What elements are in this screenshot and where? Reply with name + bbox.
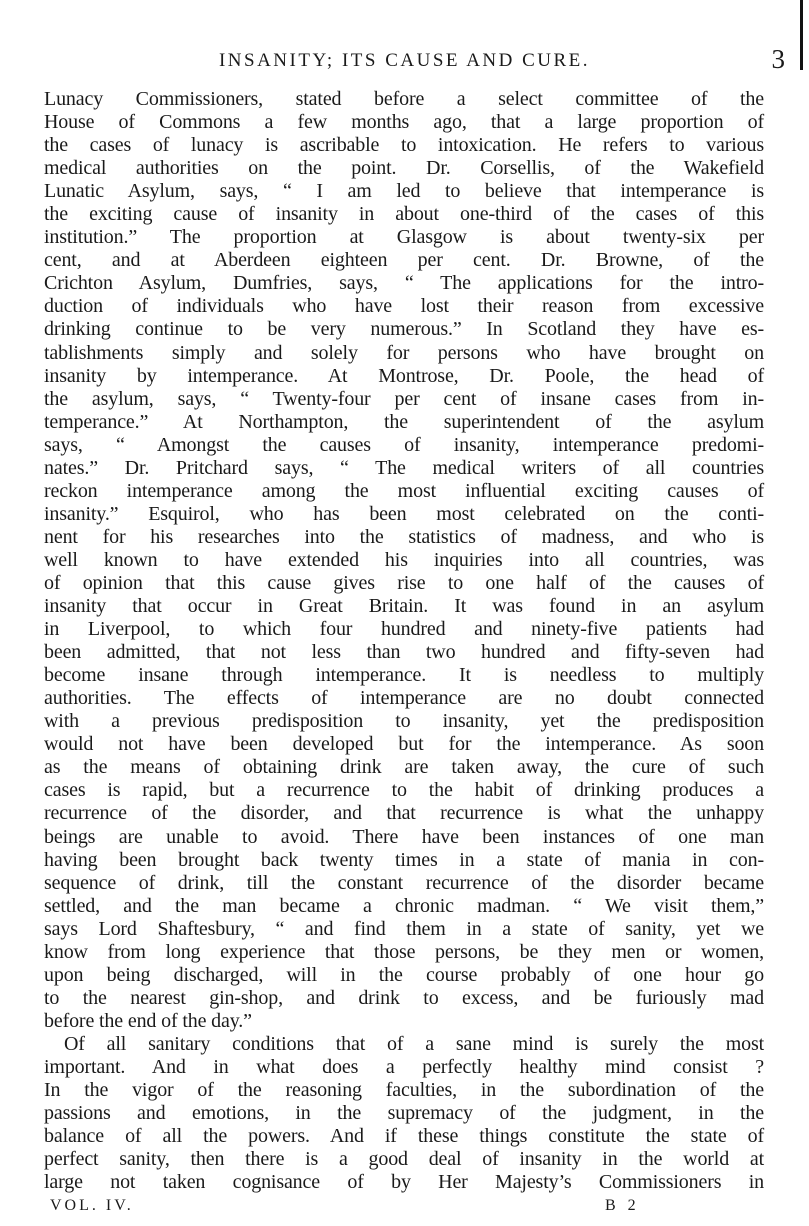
signature-mark: B 2 xyxy=(605,1197,640,1214)
text-line: cases is rapid, but a recurrence to the habit of drinking produces a xyxy=(44,779,764,802)
text-line: of opinion that this cause gives rise to one half of the causes of xyxy=(44,571,764,594)
volume-label: VOL. IV. xyxy=(50,1197,134,1214)
text-line: House of Commons a few months ago, that a large proportion of xyxy=(44,111,764,134)
body-text xyxy=(44,88,764,1194)
text-line: nent for his researches into the statistics of madness, and who is xyxy=(44,525,764,548)
text-line: duction of individuals who have lost their reason from excessive xyxy=(44,295,764,318)
text-line: as the means of obtaining drink are taken away, the cure of such xyxy=(44,756,764,779)
text-line: balance of all the powers. And if these things constitute the state of xyxy=(44,1125,764,1148)
text-line: upon being discharged, will in the course probably of one hour go xyxy=(44,963,764,986)
text-line: says Lord Shaftesbury, “ and find them in a state of sanity, yet we xyxy=(44,917,764,940)
text-line: Lunacy Commissioners, stated before a select committee of the xyxy=(44,88,764,110)
paragraph xyxy=(44,88,764,1033)
text-line: recurrence of the disorder, and that recurrence is what the unhappy xyxy=(44,802,764,825)
text-line: reckon intemperance among the most influential exciting causes of xyxy=(44,479,764,502)
running-title: INSANITY; ITS CAUSE AND CURE. xyxy=(218,50,591,71)
text-line: become insane through intemperance. It is needless to multiply xyxy=(44,664,764,687)
page-footer xyxy=(0,1197,809,1221)
text-line: important. And in what does a perfectly healthy mind consist ? xyxy=(44,1055,764,1078)
text-line: large not taken cognisance of by Her Majesty’s Commissioners in xyxy=(44,1171,764,1194)
text-line: beings are unable to avoid. There have been instances of one man xyxy=(44,825,764,848)
text-line: temperance.” At Northampton, the superintendent of the asylum xyxy=(44,410,764,433)
text-line: insanity.” Esquirol, who has been most celebrated on the conti- xyxy=(44,502,764,525)
text-line: tablishments simply and solely for persons who have brought on xyxy=(44,341,764,364)
text-line: authorities. The effects of intemperance are no doubt connected xyxy=(44,687,764,710)
text-line: insanity that occur in Great Britain. It was found in an asylum xyxy=(44,595,764,618)
text-line: would not have been developed but for the intemperance. As soon xyxy=(44,733,764,756)
text-line: with a previous predisposition to insanity, yet the predisposition xyxy=(44,710,764,733)
text-line: insanity by intemperance. At Montrose, Dr. Poole, the head of xyxy=(44,364,764,387)
text-line: institution.” The proportion at Glasgow is about twenty-six per xyxy=(44,226,764,249)
text-line: cent, and at Aberdeen eighteen per cent. Dr. Browne, of the xyxy=(44,249,764,272)
text-line: having been brought back twenty times in a state of mania in con- xyxy=(44,848,764,871)
paragraph xyxy=(44,1033,764,1194)
text-line: Lunatic Asylum, says, “ I am led to believe that intemperance is xyxy=(44,180,764,203)
text-line: drinking continue to be very numerous.” In Scotland they have es- xyxy=(44,318,764,341)
text-line: the exciting cause of insanity in about one-third of the cases of this xyxy=(44,203,764,226)
text-line: Crichton Asylum, Dumfries, says, “ The applications for the intro- xyxy=(44,272,764,295)
text-line: the cases of lunacy is ascribable to intoxication. He refers to various xyxy=(44,134,764,157)
text-line: medical authorities on the point. Dr. Corsellis, of the Wakefield xyxy=(44,157,764,180)
text-line: perfect sanity, then there is a good deal of insanity in the world at xyxy=(44,1148,764,1171)
text-line: nates.” Dr. Pritchard says, “ The medical writers of all countries xyxy=(44,456,764,479)
page-number: 3 xyxy=(771,44,785,74)
text-line: well known to have extended his inquiries into all countries, was xyxy=(44,548,764,571)
text-line: Of all sanitary conditions that of a sane mind is surely the most xyxy=(64,1032,764,1055)
text-line: to the nearest gin-shop, and drink to excess, and be furiously mad xyxy=(44,986,764,1009)
text-line: before the end of the day.” xyxy=(44,1009,252,1032)
text-line: says, “ Amongst the causes of insanity, intemperance predomi- xyxy=(44,433,764,456)
text-line: in Liverpool, to which four hundred and ninety-five patients had xyxy=(44,618,764,641)
text-line: sequence of drink, till the constant recurrence of the disorder became xyxy=(44,871,764,894)
running-head xyxy=(0,42,809,72)
text-line: know from long experience that those persons, be they men or women, xyxy=(44,940,764,963)
text-line: settled, and the man became a chronic madman. “ We visit them,” xyxy=(44,894,764,917)
text-line: passions and emotions, in the supremacy of the judgment, in the xyxy=(44,1102,764,1125)
text-line: the asylum, says, “ Twenty-four per cent of insane cases from in- xyxy=(44,387,764,410)
text-line: been admitted, that not less than two hundred and fifty-seven had xyxy=(44,641,764,664)
text-line: In the vigor of the reasoning faculties, in the subordination of the xyxy=(44,1079,764,1102)
